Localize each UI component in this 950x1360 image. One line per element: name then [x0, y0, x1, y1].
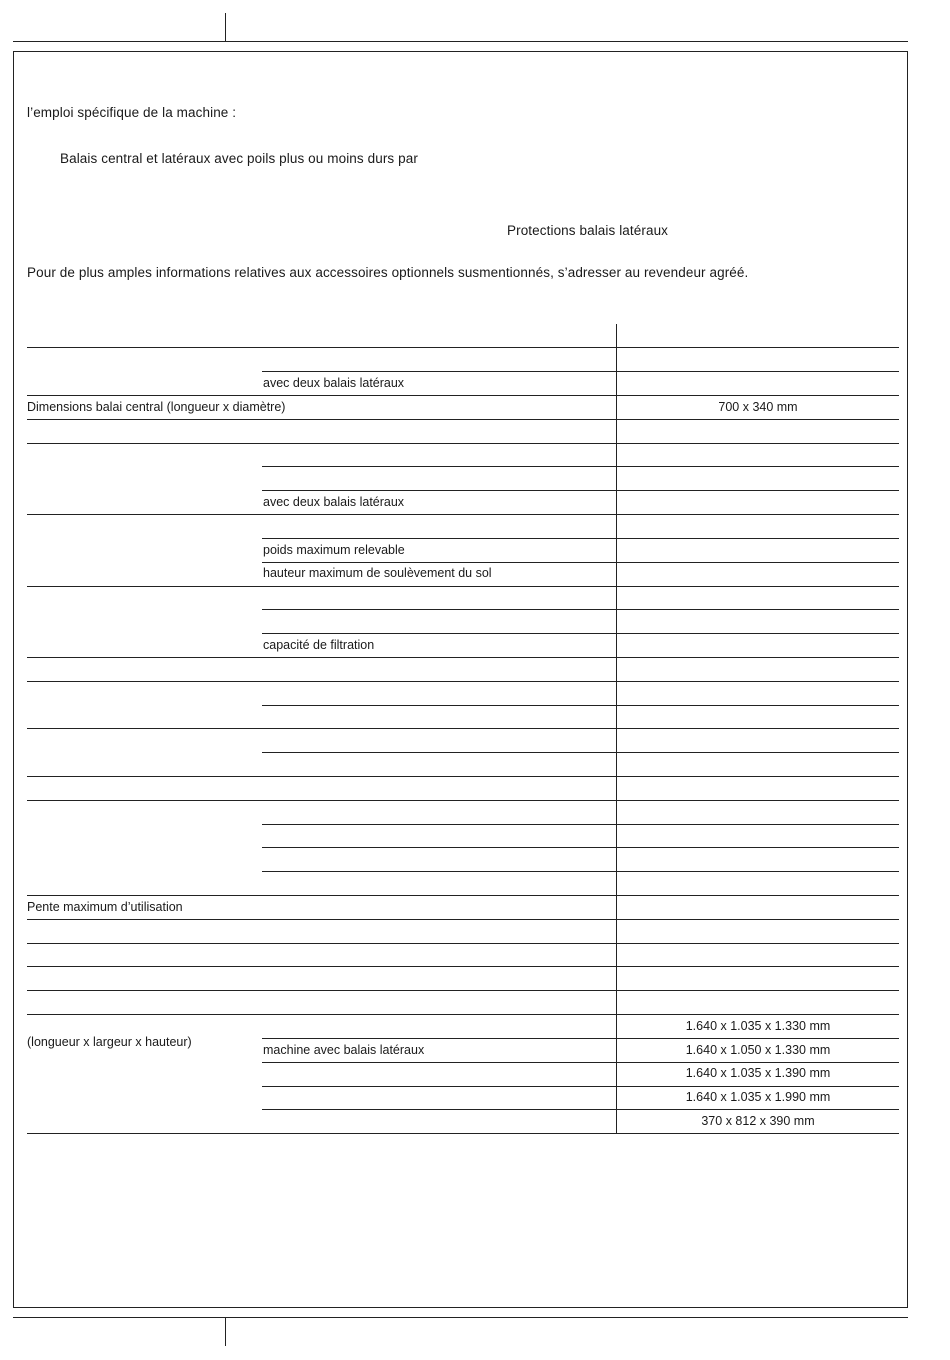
table-cell-value: 1.640 x 1.035 x 1.990 mm [685, 1090, 831, 1104]
table-rule [27, 681, 899, 682]
table-rule [262, 847, 899, 848]
table-rule [262, 1062, 899, 1063]
footer-divider [225, 1318, 226, 1346]
intro-line-1: l’emploi spécifique de la machine : [27, 105, 237, 120]
table-rule [27, 919, 899, 920]
table-rule [262, 538, 899, 539]
table-cell-label: (longueur x largeur x hauteur) [27, 1035, 192, 1049]
table-rule [262, 1038, 899, 1039]
intro-line-4: Pour de plus amples informations relatives aux accessoires optionnels susmentionnés, s’adresser au revendeur agréé. [27, 265, 749, 280]
intro-line-2: Balais central et latéraux avec poils plus ou moins durs par [60, 151, 418, 166]
table-rule [262, 705, 899, 706]
table-rule [27, 1014, 899, 1015]
table-rule [262, 1109, 899, 1110]
table-rule [27, 728, 899, 729]
table-cell-value: 1.640 x 1.035 x 1.390 mm [685, 1066, 831, 1080]
table-rule [262, 752, 899, 753]
header-rule [13, 41, 908, 42]
table-cell-label: Pente maximum d’utilisation [27, 900, 183, 914]
table-cell-value: 370 x 812 x 390 mm [701, 1114, 815, 1128]
table-cell-sub: avec deux balais latéraux [263, 495, 405, 509]
table-rule [262, 609, 899, 610]
table-cell-sub: machine avec balais latéraux [263, 1043, 425, 1057]
table-rule [27, 443, 899, 444]
table-cell-value: 1.640 x 1.035 x 1.330 mm [685, 1019, 831, 1033]
table-rule [262, 633, 899, 634]
table-cell-sub: capacité de filtration [263, 638, 375, 652]
table-cell-sub: avec deux balais latéraux [263, 376, 405, 390]
table-rule [27, 395, 899, 396]
table-rule [262, 562, 899, 563]
table-rule [262, 371, 899, 372]
table-cell-sub: hauteur maximum de soulèvement du sol [263, 566, 492, 580]
header-divider [225, 13, 226, 41]
table-rule [27, 514, 899, 515]
table-rule [27, 586, 899, 587]
table-rule [27, 347, 899, 348]
table-rule [27, 657, 899, 658]
table-rule [262, 466, 899, 467]
table-rule [27, 1133, 899, 1134]
footer-rule [13, 1317, 908, 1318]
table-rule [27, 943, 899, 944]
table-rule [27, 990, 899, 991]
table-rule [27, 966, 899, 967]
table-rule [262, 871, 899, 872]
table-cell-label: Dimensions balai central (longueur x diamètre) [27, 400, 286, 414]
intro-line-3: Protections balais latéraux [507, 223, 669, 238]
table-rule [27, 895, 899, 896]
table-rule [27, 419, 899, 420]
table-rule [27, 776, 899, 777]
table-rule [262, 490, 899, 491]
table-cell-value: 700 x 340 mm [718, 400, 798, 414]
table-cell-sub: poids maximum relevable [263, 543, 405, 557]
table-rule [262, 824, 899, 825]
table-cell-value: 1.640 x 1.050 x 1.330 mm [685, 1043, 831, 1057]
table-rule [27, 800, 899, 801]
table-rule [262, 1086, 899, 1087]
